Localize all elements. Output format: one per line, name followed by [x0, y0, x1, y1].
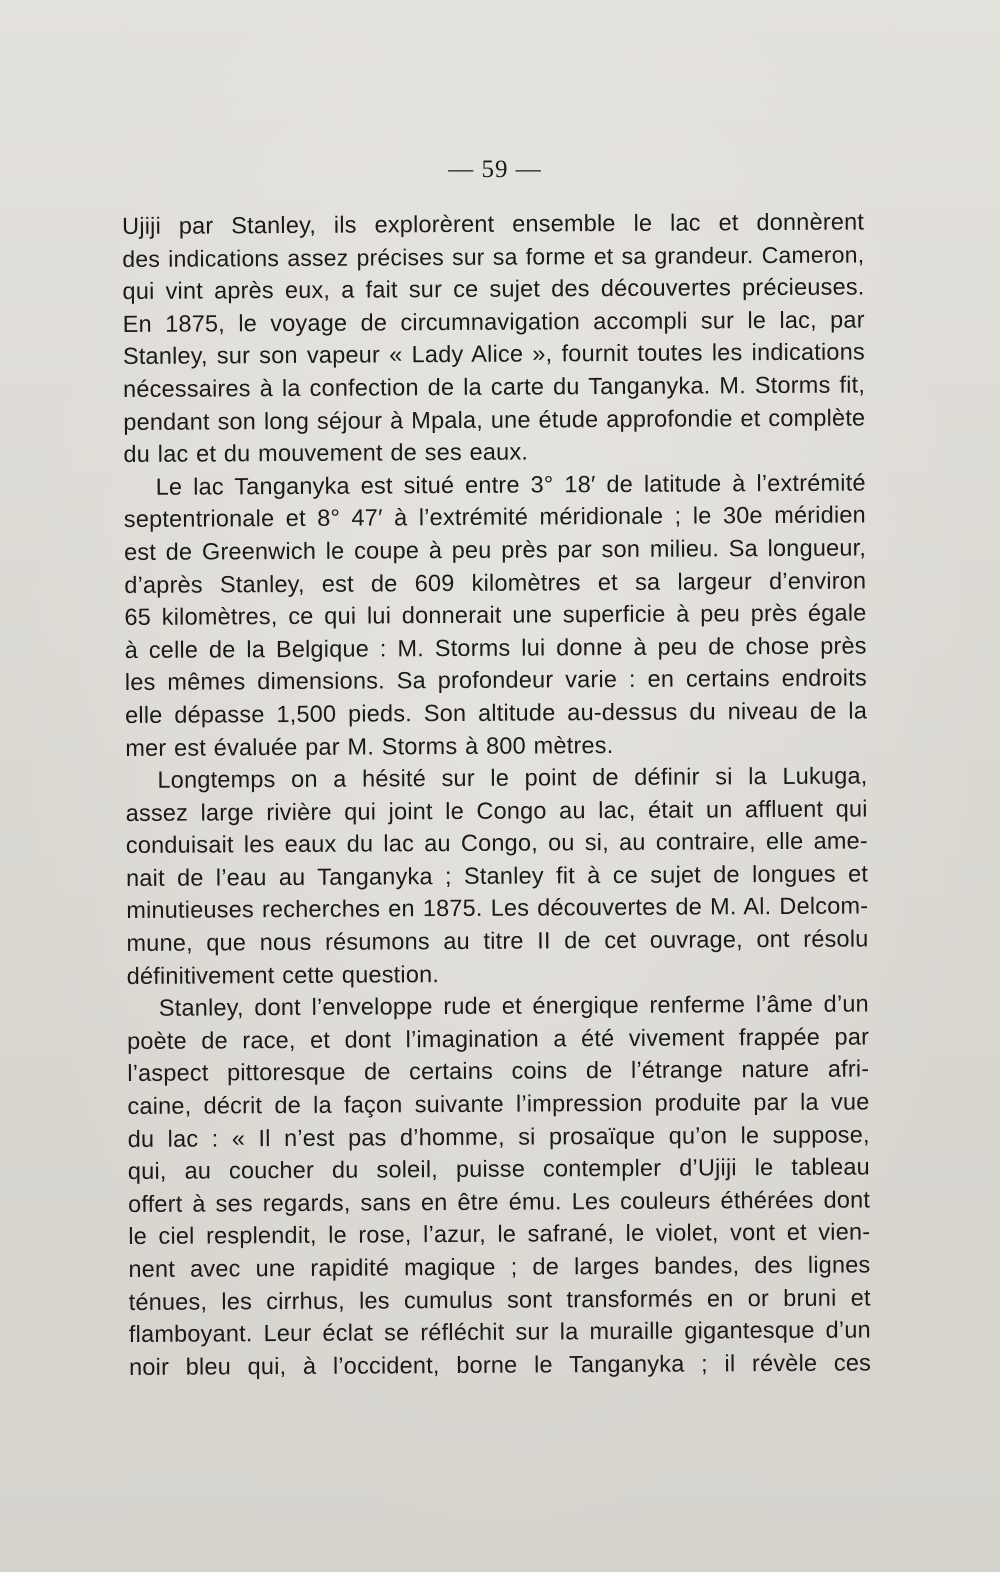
- text-line: 65 kilomètres, ce qui lui donnerait une superficie à peu près égale: [124, 599, 867, 631]
- text-line: flamboyant. Leur éclat se réfléchit sur la muraille gigantesque d’un: [128, 1316, 871, 1348]
- text-line: est de Greenwich le coupe à peu près par son milieu. Sa longueur,: [124, 534, 867, 565]
- text-line: mer est évaluée par M. Storms à 800 mètres.: [125, 731, 614, 761]
- text-line: nécessaires à la confection de la carte du Tanganyka. M. Storms fit,: [123, 371, 866, 402]
- text-line: l’aspect pittoresque de certains coins de l’étrange nature afri-: [127, 1055, 870, 1087]
- text-line: elle dépasse 1,500 pieds. Son altitude au-dessus du niveau de la: [125, 697, 868, 728]
- text-line: poète de race, et dont l’imagination a été vivement frappée par: [126, 1023, 870, 1054]
- text-line: mune, que nous résumons au titre II de cet ouvrage, ont résolu: [126, 925, 869, 957]
- text-line: Stanley, sur son vapeur « Lady Alice », fournit toutes les indications: [122, 338, 865, 370]
- text-line: minutieuses recherches en 1875. Les découvertes de M. Al. Delcom-: [126, 892, 869, 924]
- text-line: les mêmes dimensions. Sa profondeur varie : en certains endroits: [124, 664, 867, 696]
- text-line: offert à ses regards, sans en être ému. Les couleurs éthérées dont: [127, 1186, 871, 1217]
- body-text: [122, 205, 871, 1383]
- text-line: le ciel resplendit, le rose, l’azur, le safrané, le violet, vont et vien-: [128, 1218, 871, 1250]
- text-line: du lac : « Il n’est pas d’homme, si prosaïque qu’on le suppose,: [127, 1121, 870, 1152]
- text-line: Stanley, dont l’enveloppe rude et énergique renferme l’âme d’un: [158, 990, 869, 1022]
- text-line: assez large rivière qui joint le Congo au lac, était un affluent qui: [125, 795, 868, 826]
- text-line: du lac et du mouvement de ses eaux.: [123, 438, 529, 468]
- text-line: pendant son long séjour à Mpala, une étude approfondie et complète: [123, 404, 866, 435]
- text-line: noir bleu qui, à l’occident, borne le Tanganyka ; il révèle ces: [128, 1349, 872, 1380]
- text-line: qui, au coucher du soleil, puisse contempler d’Ujiji le tableau: [127, 1153, 870, 1185]
- text-line: à celle de la Belgique : M. Storms lui donne à peu de chose près: [124, 632, 867, 663]
- text-line: des indications assez précises sur sa forme et sa grandeur. Cameron,: [122, 241, 865, 272]
- text-line: Ujiji par Stanley, ils explorèrent ensemble le lac et donnèrent: [122, 208, 865, 239]
- text-line: caine, décrit de la façon suivante l’impression produite par la vue: [127, 1088, 870, 1120]
- text-line: septentrionale et 8° 47′ à l’extrémité méridionale ; le 30e méridien: [123, 501, 866, 533]
- page-number: — 59 —: [448, 156, 542, 183]
- text-line: nait de l’eau au Tanganyka ; Stanley fit à ce sujet de longues et: [126, 860, 869, 891]
- text-line: nent avec une rapidité magique ; de larges bandes, des lignes: [128, 1251, 871, 1282]
- text-line: définitivement cette question.: [126, 960, 440, 989]
- text-line: ténues, les cirrhus, les cumulus sont transformés en or bruni et: [128, 1284, 871, 1315]
- text-line: Longtemps on a hésité sur le point de définir si la Lukuga,: [157, 762, 868, 793]
- text-line: Le lac Tanganyka est situé entre 3° 18′ de latitude à l’extrémité: [155, 469, 866, 500]
- text-line: qui vint après eux, a fait sur ce sujet des découvertes précieuses.: [122, 273, 865, 305]
- text-line: En 1875, le voyage de circumnavigation accompli sur le lac, par: [122, 306, 865, 337]
- text-line: d’après Stanley, est de 609 kilomètres et sa largeur d’environ: [124, 566, 867, 598]
- text-line: conduisait les eaux du lac au Congo, ou si, au contraire, elle ame-: [125, 827, 868, 859]
